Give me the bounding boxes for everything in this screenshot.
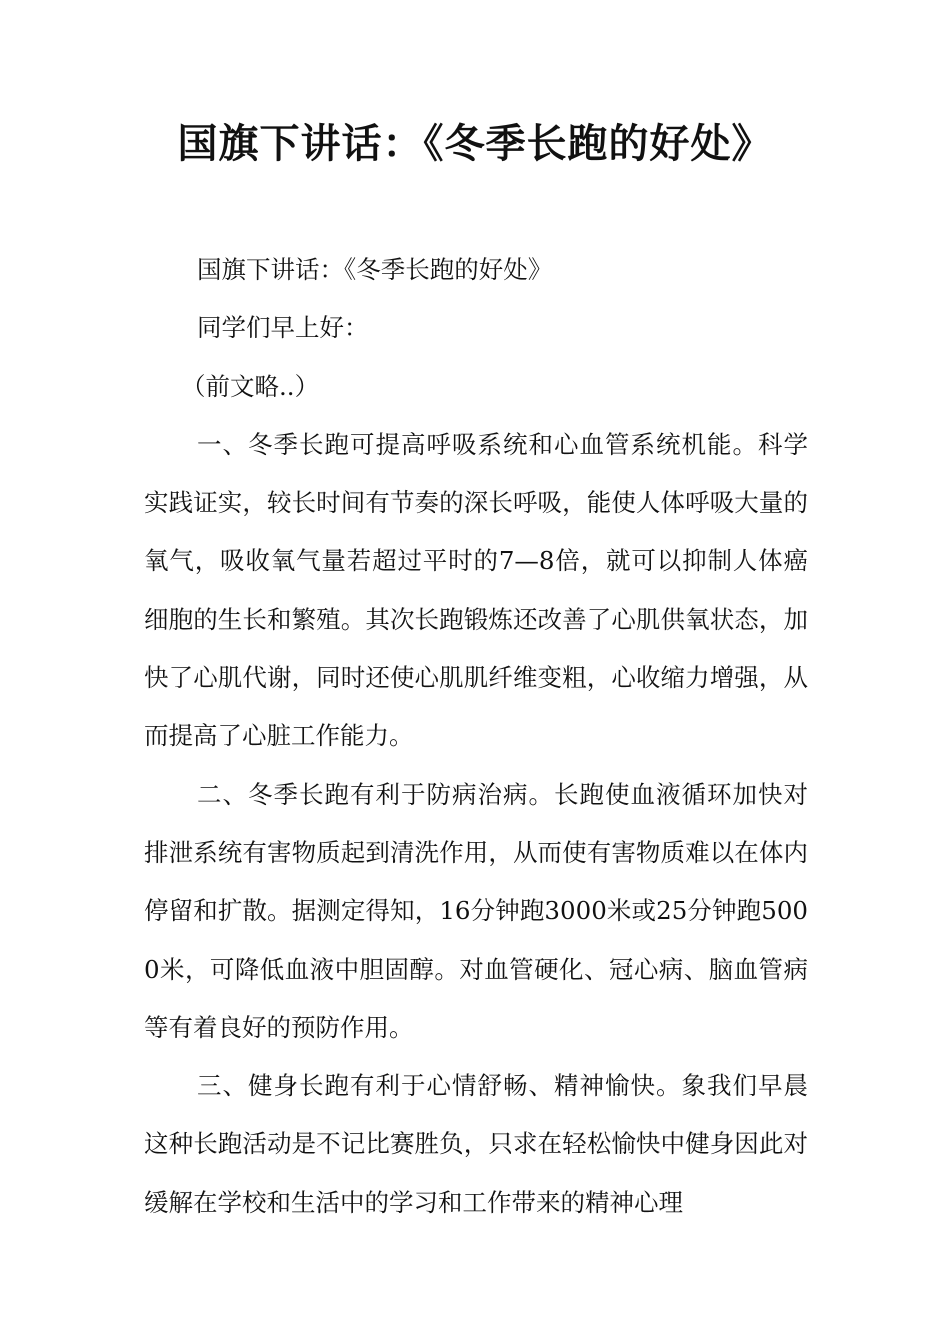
paragraph-greeting: 同学们早上好： [197,313,369,343]
document-title: 国旗下讲话：《冬季长跑的好处》 [177,120,773,167]
paragraph-heading-repeat: 国旗下讲话：《冬季长跑的好处》 [197,255,553,284]
paragraph-point-three: 三、健身长跑有利于心情舒畅、精神愉快。象我们早晨这种长跑活动是不记比赛胜负，只求在轻松愉快中健身因此对缓解在学校和生活中的学习和工作带来的精神心理 [144,1071,808,1217]
paragraph-point-two: 二、冬季长跑有利于防病治病。长跑使血液循环加快对排泄系统有害物质起到清洗作用，从而使有害物质难以在体内停留和扩散。据测定得知，16分钟跑3000米或25分钟跑5000米，可降低血液中胆固醇。对血管硬化、冠心病、脑血管病等有着良好的预防作用。 [144,779,808,1042]
paragraph-point-one: 一、冬季长跑可提高呼吸系统和心血管系统机能。科学实践证实，较长时间有节奏的深长呼吸，能使人体呼吸大量的氧气，吸收氧气量若超过平时的7—8倍，就可以抑制人体癌细胞的生长和繁殖。其次长跑锻炼还改善了心肌供氧状态，加快了心肌代谢，同时还使心肌肌纤维变粗，心收缩力增强，从而提高了心脏工作能力。 [144,429,808,751]
paragraph-omitted-note: （前文略..） [181,371,320,401]
document-body [144,241,808,1232]
